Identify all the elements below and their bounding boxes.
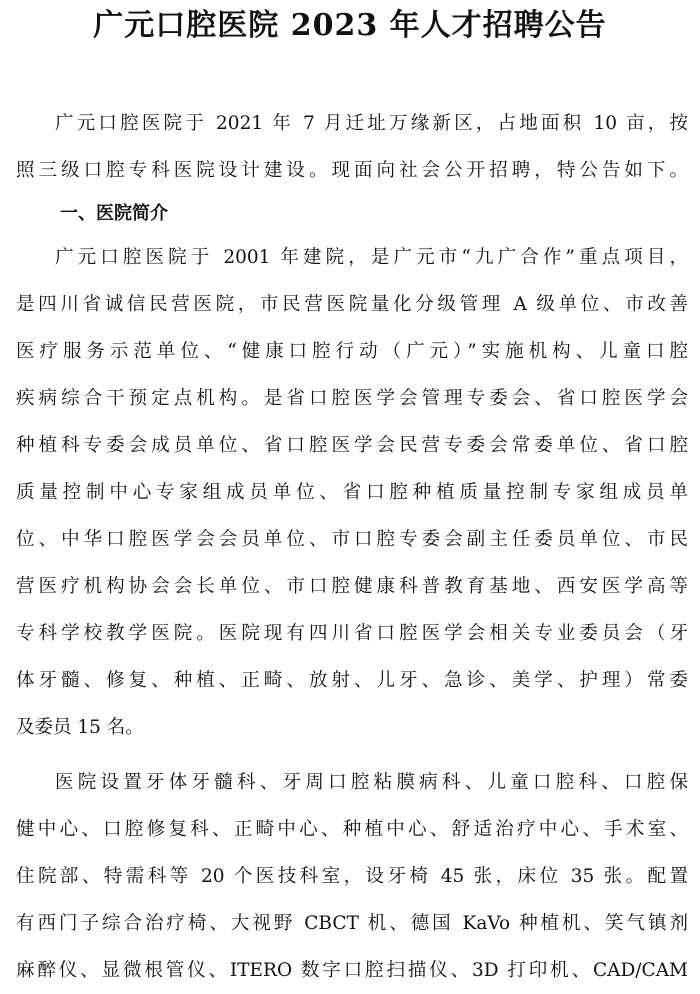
text-line: 麻醉仪、显微根管仪、ITERO 数字口腔扫描仪、3D 打印机、CAD/CAM bbox=[16, 960, 688, 981]
text-line: 质量控制中心专家组成员单位、省口腔种植质量控制专家组成员单 bbox=[16, 482, 688, 503]
text-line: 种植科专委会成员单位、省口腔医学会民营专委会常委单位、省口腔 bbox=[16, 435, 688, 456]
text-line: 位、中华口腔医学会会员单位、市口腔专委会副主任委员单位、市民 bbox=[16, 529, 688, 550]
intro-paragraph bbox=[16, 100, 688, 194]
text-line: 营医疗机构协会会长单位、市口腔健康科普教育基地、西安医学高等 bbox=[16, 576, 688, 597]
paragraph-gap bbox=[16, 751, 688, 759]
text-line: 及委员 15 名。 bbox=[16, 717, 144, 738]
text-line: 健中心、口腔修复科、正畸中心、种植中心、舒适治疗中心、手术室、 bbox=[16, 819, 688, 840]
text-line: 医院设置牙体牙髓科、牙周口腔粘膜病科、儿童口腔科、口腔保 bbox=[55, 772, 688, 793]
document-title: 广元口腔医院 2023 年人才招聘公告 bbox=[93, 8, 607, 43]
text-line: 医疗服务示范单位、“健康口腔行动（广元）”实施机构、儿童口腔 bbox=[16, 341, 688, 362]
text-line: 照三级口腔专科医院设计建设。现面向社会公开招聘，特公告如下。 bbox=[16, 160, 688, 181]
section-heading: 一、医院简介 bbox=[60, 203, 168, 224]
hospital-intro-paragraph bbox=[16, 234, 688, 751]
text-line: 专科学校教学医院。医院现有四川省口腔医学会相关专业委员会（牙 bbox=[16, 623, 688, 644]
text-line: 住院部、特需科等 20 个医技科室，设牙椅 45 张，床位 35 张。配置 bbox=[16, 866, 688, 887]
text-line: 有西门子综合治疗椅、大视野 CBCT 机、德国 KaVo 种植机、笑气镇剂 bbox=[16, 913, 688, 934]
text-line: 是四川省诚信民营医院，市民营医院量化分级管理 A 级单位、市改善 bbox=[16, 294, 688, 315]
document-body bbox=[16, 100, 688, 994]
text-line: 疾病综合干预定点机构。是省口腔医学会管理专委会、省口腔医学会 bbox=[16, 388, 688, 409]
text-line: 广元口腔医院于 2001 年建院，是广元市“九广合作”重点项目， bbox=[55, 247, 688, 268]
departments-paragraph bbox=[16, 759, 688, 994]
text-line: 体牙髓、修复、种植、正畸、放射、儿牙、急诊、美学、护理）常委 bbox=[16, 670, 688, 691]
text-line: 广元口腔医院于 2021 年 7 月迁址万缘新区，占地面积 10 亩，按 bbox=[55, 113, 688, 134]
